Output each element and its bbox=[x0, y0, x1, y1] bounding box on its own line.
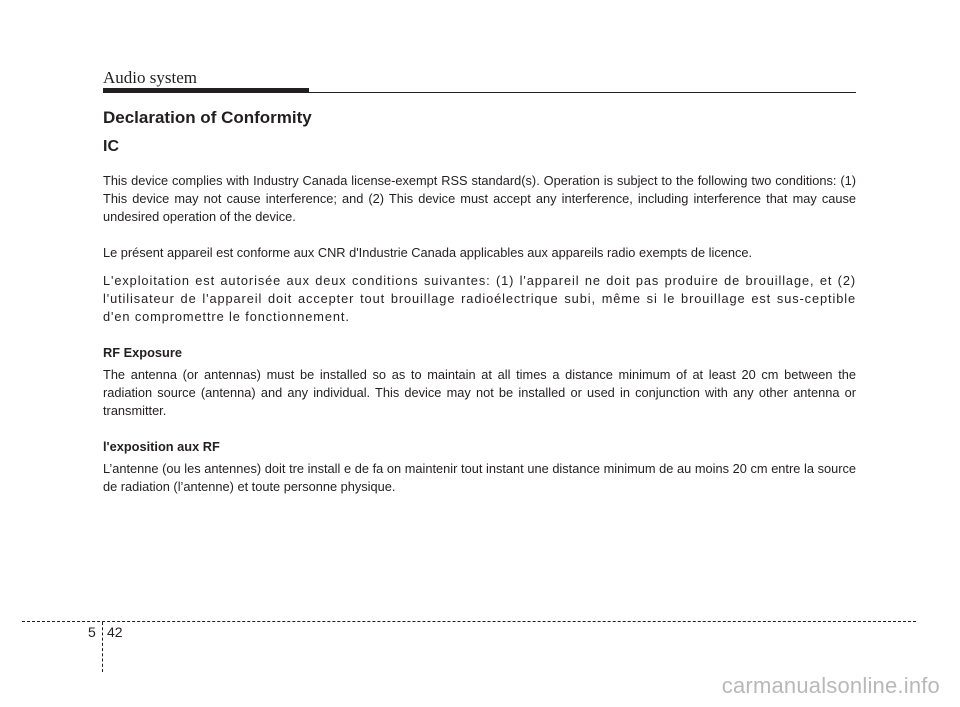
page-heading: Declaration of Conformity bbox=[103, 108, 312, 127]
exposition-rf-label: l'exposition aux RF bbox=[103, 439, 220, 454]
rf-exposure-label: RF Exposure bbox=[103, 345, 182, 360]
rf-exposure-paragraph: The antenna (or antennas) must be installed so as to maintain at all times a distance minimum of at least 20 cm between the radiation source (antenna) and any individual. This device may not be installed or used in conjunction with any other antenna or transmitter. bbox=[103, 367, 856, 418]
chapter-number: 5 bbox=[88, 624, 96, 640]
main-content bbox=[103, 106, 856, 506]
watermark: carmanualsonline.info bbox=[721, 673, 940, 698]
exposition-rf-paragraph: L’antenne (ou les antennes) doit tre install e de fa on maintenir tout instant une distance minimum de au moins 20 cm entre la source de radiation (l’antenne) et toute personne physique. bbox=[103, 461, 856, 494]
ic-english-paragraph: This device complies with Industry Canada license-exempt RSS standard(s). Operation is subject to the following two conditions: (1) This device may not cause interference; and (2) This device must accept any interference, including interference that may cause undesired operation of the device. bbox=[103, 173, 856, 224]
page-number: 42 bbox=[107, 624, 123, 640]
section-title: Audio system bbox=[103, 68, 197, 87]
header-rule-thin bbox=[309, 92, 856, 93]
ic-french-paragraph-2: L'exploitation est autorisée aux deux conditions suivantes: (1) l'appareil ne doit pas produire de brouillage, et (2) l'utilisateur de l'appareil doit accepter tout brouillage radioélectrique subi, même si le brouillage est sus-ceptible d'en compromettre le fonctionnement. bbox=[103, 273, 856, 324]
ic-subheading: IC bbox=[103, 138, 119, 155]
header-rule-thick bbox=[103, 88, 309, 93]
footer-vertical-divider bbox=[102, 622, 103, 672]
footer-divider bbox=[22, 621, 916, 622]
ic-french-paragraph-1: Le présent appareil est conforme aux CNR d'Industrie Canada applicables aux appareils radio exempts de licence. bbox=[103, 245, 753, 260]
